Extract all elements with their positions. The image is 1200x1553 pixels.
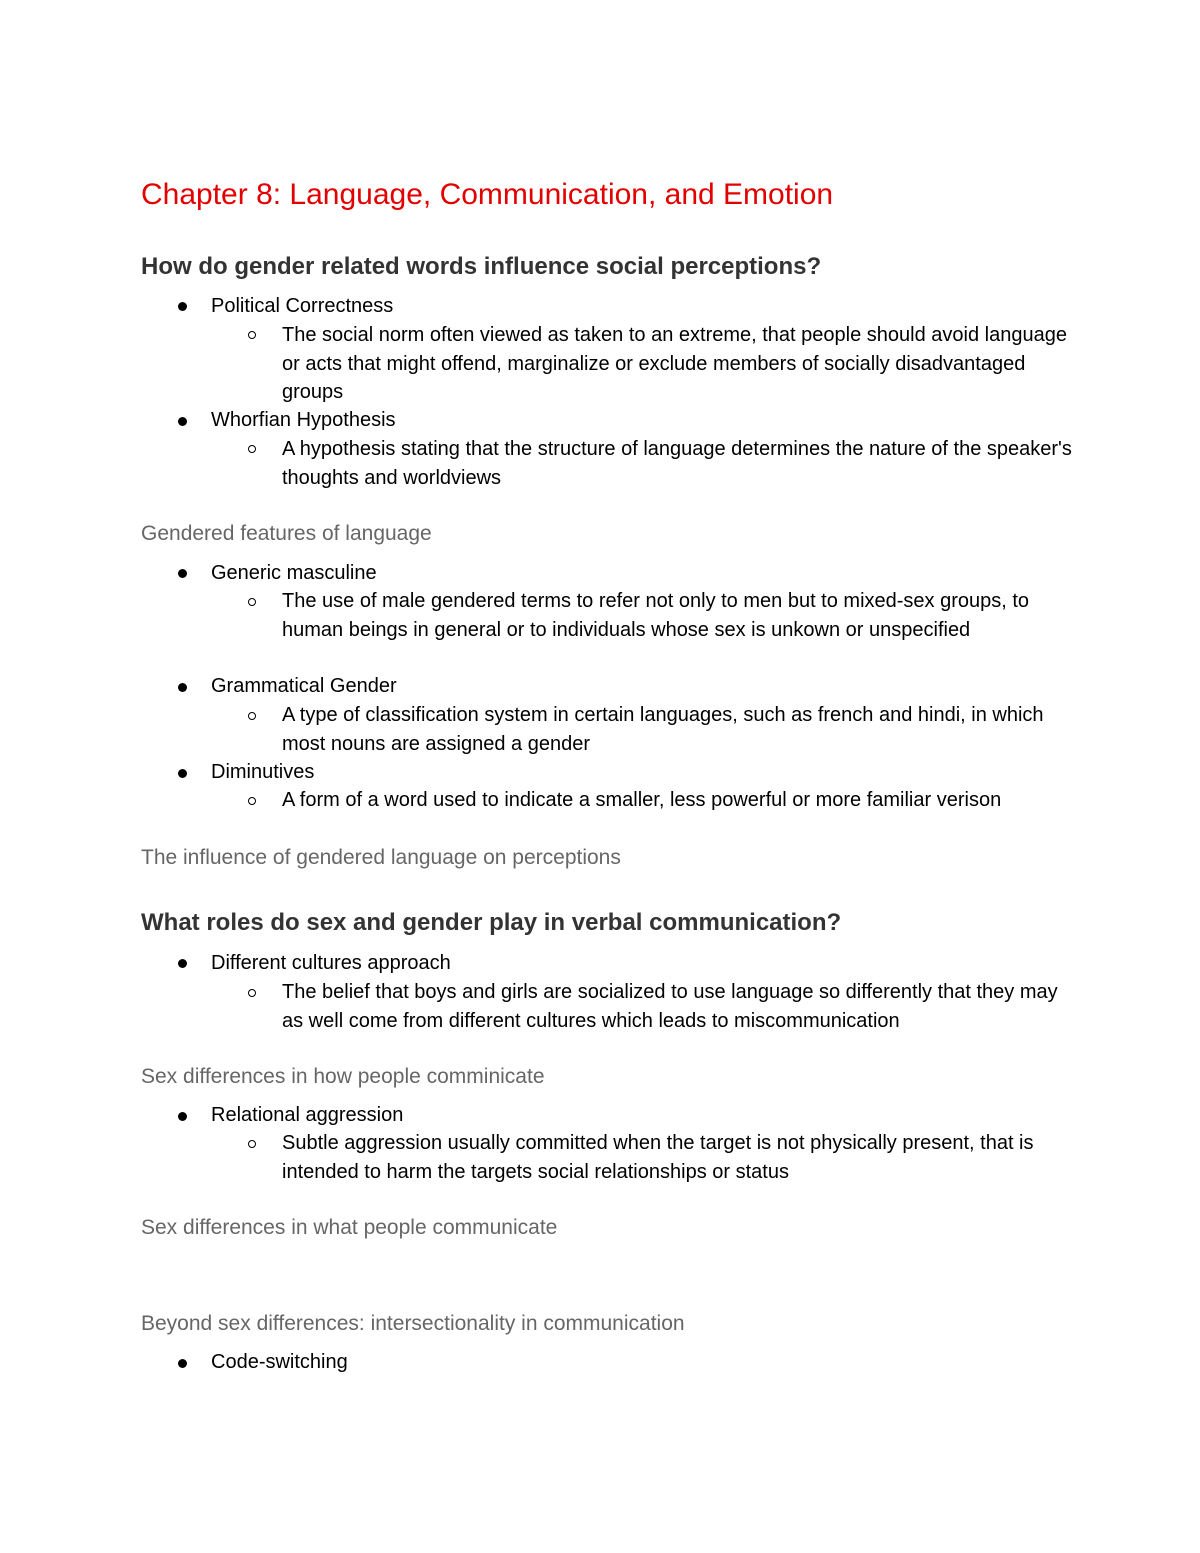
bullet-icon [178, 417, 187, 426]
list-item: Grammatical Gender [211, 675, 397, 697]
bullet-icon [178, 959, 187, 968]
list-item: Political Correctness [211, 295, 394, 317]
bullet-icon [178, 1112, 187, 1121]
section-heading: How do gender related words influence social perceptions? [141, 253, 822, 280]
hollow-bullet-icon [248, 445, 256, 453]
bullet-icon [178, 769, 187, 778]
hollow-bullet-icon [248, 989, 256, 997]
hollow-bullet-icon [248, 712, 256, 720]
page-title: Chapter 8: Language, Communication, and Emotion [141, 178, 834, 211]
list-item-definition: A hypothesis stating that the structure of language determines the nature of the speaker's thoughts and worldviews [282, 438, 1072, 489]
subsection-heading: The influence of gendered language on perceptions [141, 846, 621, 869]
subsection-heading: Gendered features of language [141, 522, 432, 545]
bullet-icon [178, 1359, 187, 1368]
list-item: Diminutives [211, 761, 315, 783]
list-item: Code-switching [211, 1351, 348, 1373]
list-item-definition: The use of male gendered terms to refer not only to men but to mixed-sex groups, to human beings in general or to individuals whose sex is unkown or unspecified [282, 590, 1030, 641]
list-item-definition: A type of classification system in certain languages, such as french and hindi, in which most nouns are assigned a gender [282, 704, 1044, 755]
list-item: Generic masculine [211, 562, 377, 584]
list-item-definition: Subtle aggression usually committed when the target is not physically present, that is intended to harm the targets social relationships or status [282, 1132, 1034, 1183]
bullet-icon [178, 302, 187, 311]
section-heading: What roles do sex and gender play in verbal communication? [141, 909, 842, 936]
list-item: Relational aggression [211, 1104, 404, 1126]
hollow-bullet-icon [248, 331, 256, 339]
list-item-definition: A form of a word used to indicate a smaller, less powerful or more familiar verison [282, 789, 1002, 811]
bullet-icon [178, 683, 187, 692]
subsection-heading: Beyond sex differences: intersectionality in communication [141, 1312, 685, 1335]
hollow-bullet-icon [248, 598, 256, 606]
hollow-bullet-icon [248, 797, 256, 805]
subsection-heading: Sex differences in how people comminicate [141, 1065, 545, 1088]
list-item-definition: The belief that boys and girls are socialized to use language so differently that they may as well come from different cultures which leads to miscommunication [282, 981, 1058, 1032]
list-item: Different cultures approach [211, 952, 451, 974]
bullet-icon [178, 569, 187, 578]
hollow-bullet-icon [248, 1140, 256, 1148]
list-item-definition: The social norm often viewed as taken to an extreme, that people should avoid language or acts that might offend, marginalize or exclude members of socially disadvantaged groups [282, 324, 1067, 403]
subsection-heading: Sex differences in what people communicate [141, 1216, 558, 1239]
list-item: Whorfian Hypothesis [211, 409, 396, 431]
